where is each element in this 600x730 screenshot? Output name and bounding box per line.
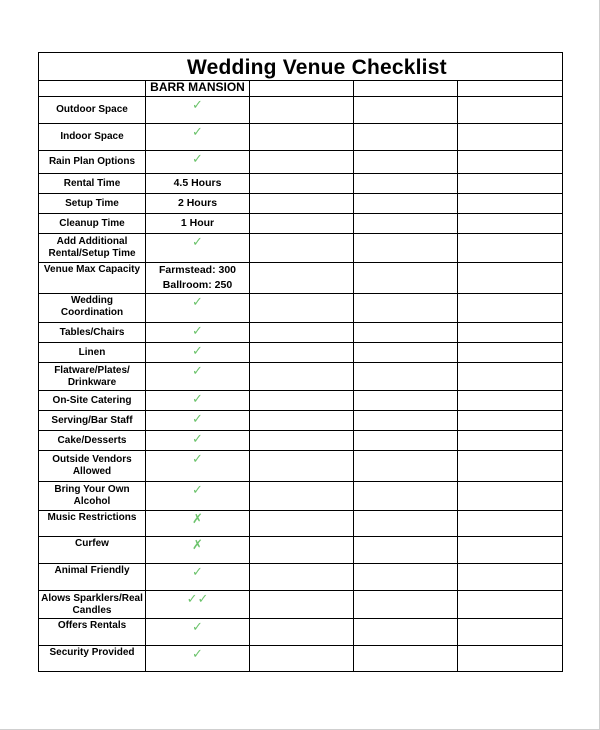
empty-cell bbox=[354, 124, 458, 151]
empty-cell bbox=[354, 482, 458, 511]
row-label: Curfew bbox=[39, 537, 146, 564]
row-label: Music Restrictions bbox=[39, 511, 146, 537]
table-row bbox=[39, 619, 563, 646]
empty-cell bbox=[354, 564, 458, 591]
empty-cell bbox=[250, 619, 354, 646]
cross-icon: ✗ bbox=[146, 511, 250, 537]
empty-venue-header bbox=[250, 81, 354, 97]
empty-cell bbox=[354, 234, 458, 263]
empty-cell bbox=[250, 482, 354, 511]
empty-cell bbox=[250, 391, 354, 411]
empty-cell bbox=[354, 194, 458, 214]
empty-cell bbox=[250, 511, 354, 537]
row-label: Rental Time bbox=[39, 174, 146, 194]
row-label: Indoor Space bbox=[39, 124, 146, 151]
empty-cell bbox=[458, 646, 563, 672]
row-label: Rain Plan Options bbox=[39, 151, 146, 174]
check-icon: ✓ bbox=[146, 343, 250, 363]
table-row bbox=[39, 537, 563, 564]
empty-cell bbox=[458, 619, 563, 646]
table-row bbox=[39, 323, 563, 343]
row-label: Serving/Bar Staff bbox=[39, 411, 146, 431]
row-label: Venue Max Capacity bbox=[39, 263, 146, 294]
empty-cell bbox=[250, 343, 354, 363]
table-row bbox=[39, 482, 563, 511]
empty-cell bbox=[250, 646, 354, 672]
table-row bbox=[39, 511, 563, 537]
empty-cell bbox=[354, 537, 458, 564]
row-label: Cleanup Time bbox=[39, 214, 146, 234]
empty-cell bbox=[458, 411, 563, 431]
empty-cell bbox=[458, 363, 563, 391]
table-row bbox=[39, 97, 563, 124]
check-icon: ✓ bbox=[146, 619, 250, 646]
empty-cell bbox=[458, 591, 563, 619]
empty-cell bbox=[458, 234, 563, 263]
empty-cell bbox=[354, 323, 458, 343]
table-row bbox=[39, 343, 563, 363]
check-icon: ✓ bbox=[146, 151, 250, 174]
row-label: On-Site Catering bbox=[39, 391, 146, 411]
table-row bbox=[39, 174, 563, 194]
table-row bbox=[39, 363, 563, 391]
empty-cell bbox=[458, 451, 563, 482]
row-label: Animal Friendly bbox=[39, 564, 146, 591]
empty-cell bbox=[458, 263, 563, 294]
empty-cell bbox=[250, 591, 354, 619]
check-icon: ✓ bbox=[146, 451, 250, 482]
header-blank-cell bbox=[39, 81, 146, 97]
empty-cell bbox=[458, 431, 563, 451]
check-icon: ✓ bbox=[146, 411, 250, 431]
row-label: Outdoor Space bbox=[39, 97, 146, 124]
check-icon: ✓ bbox=[146, 564, 250, 591]
empty-cell bbox=[458, 151, 563, 174]
table-row bbox=[39, 294, 563, 323]
empty-cell bbox=[250, 323, 354, 343]
empty-cell bbox=[354, 391, 458, 411]
empty-cell bbox=[250, 431, 354, 451]
empty-cell bbox=[250, 363, 354, 391]
table-row bbox=[39, 194, 563, 214]
empty-cell bbox=[250, 294, 354, 323]
row-label: Bring Your Own Alcohol bbox=[39, 482, 146, 511]
empty-cell bbox=[458, 323, 563, 343]
empty-cell bbox=[458, 174, 563, 194]
check-icon: ✓ bbox=[146, 97, 250, 124]
empty-cell bbox=[458, 391, 563, 411]
table-row bbox=[39, 391, 563, 411]
empty-cell bbox=[250, 411, 354, 431]
empty-cell bbox=[458, 564, 563, 591]
empty-cell bbox=[354, 646, 458, 672]
row-value: Farmstead: 300 Ballroom: 250 bbox=[146, 263, 250, 294]
check-icon: ✓ bbox=[146, 124, 250, 151]
table-row bbox=[39, 431, 563, 451]
row-value: 2 Hours bbox=[146, 194, 250, 214]
empty-cell bbox=[458, 97, 563, 124]
check-icon: ✓ bbox=[146, 482, 250, 511]
row-value: 1 Hour bbox=[146, 214, 250, 234]
table-header-row bbox=[39, 81, 563, 97]
empty-cell bbox=[354, 451, 458, 482]
empty-cell bbox=[354, 591, 458, 619]
empty-cell bbox=[250, 151, 354, 174]
check-icon: ✓ bbox=[146, 431, 250, 451]
check-icon: ✓ bbox=[146, 294, 250, 323]
empty-cell bbox=[458, 194, 563, 214]
table-row bbox=[39, 151, 563, 174]
row-value: 4.5 Hours bbox=[146, 174, 250, 194]
empty-cell bbox=[250, 234, 354, 263]
check-icon: ✓ bbox=[146, 323, 250, 343]
empty-cell bbox=[354, 263, 458, 294]
table-row bbox=[39, 214, 563, 234]
empty-cell bbox=[354, 411, 458, 431]
empty-cell bbox=[250, 97, 354, 124]
empty-cell bbox=[250, 194, 354, 214]
check-icon: ✓ bbox=[146, 646, 250, 672]
empty-cell bbox=[354, 214, 458, 234]
check-icon: ✓ bbox=[146, 391, 250, 411]
row-label: Outside Vendors Allowed bbox=[39, 451, 146, 482]
table-row bbox=[39, 124, 563, 151]
empty-cell bbox=[458, 214, 563, 234]
empty-cell bbox=[458, 294, 563, 323]
empty-cell bbox=[354, 174, 458, 194]
empty-venue-header bbox=[354, 81, 458, 97]
empty-cell bbox=[458, 343, 563, 363]
empty-cell bbox=[354, 431, 458, 451]
table-row bbox=[39, 263, 563, 294]
empty-cell bbox=[354, 151, 458, 174]
empty-cell bbox=[354, 363, 458, 391]
cross-icon: ✗ bbox=[146, 537, 250, 564]
table-row bbox=[39, 411, 563, 431]
empty-cell bbox=[354, 97, 458, 124]
empty-venue-header bbox=[458, 81, 563, 97]
row-label: Setup Time bbox=[39, 194, 146, 214]
row-label: Linen bbox=[39, 343, 146, 363]
empty-cell bbox=[458, 124, 563, 151]
row-label: Cake/Desserts bbox=[39, 431, 146, 451]
check-icon: ✓ bbox=[146, 234, 250, 263]
table-row bbox=[39, 451, 563, 482]
empty-cell bbox=[250, 451, 354, 482]
empty-cell bbox=[458, 482, 563, 511]
empty-cell bbox=[458, 537, 563, 564]
empty-cell bbox=[354, 619, 458, 646]
table-row bbox=[39, 591, 563, 619]
row-label: Tables/Chairs bbox=[39, 323, 146, 343]
empty-cell bbox=[354, 294, 458, 323]
row-label: Wedding Coordination bbox=[39, 294, 146, 323]
venue-checklist-table bbox=[38, 52, 563, 672]
row-label: Alows Sparklers/Real Candles bbox=[39, 591, 146, 619]
table-row bbox=[39, 564, 563, 591]
empty-cell bbox=[250, 537, 354, 564]
empty-cell bbox=[250, 124, 354, 151]
row-label: Flatware/Plates/ Drinkware bbox=[39, 363, 146, 391]
empty-cell bbox=[250, 564, 354, 591]
empty-cell bbox=[250, 263, 354, 294]
table-row bbox=[39, 646, 563, 672]
empty-cell bbox=[250, 174, 354, 194]
double-check-icon: ✓✓ bbox=[146, 591, 250, 619]
table-row bbox=[39, 234, 563, 263]
venue-column-header: BARR MANSION bbox=[146, 81, 250, 97]
empty-cell bbox=[458, 511, 563, 537]
row-label: Add Additional Rental/Setup Time bbox=[39, 234, 146, 263]
check-icon: ✓ bbox=[146, 363, 250, 391]
row-label: Security Provided bbox=[39, 646, 146, 672]
empty-cell bbox=[354, 511, 458, 537]
empty-cell bbox=[250, 214, 354, 234]
page-title: Wedding Venue Checklist bbox=[39, 53, 563, 81]
row-label: Offers Rentals bbox=[39, 619, 146, 646]
empty-cell bbox=[354, 343, 458, 363]
